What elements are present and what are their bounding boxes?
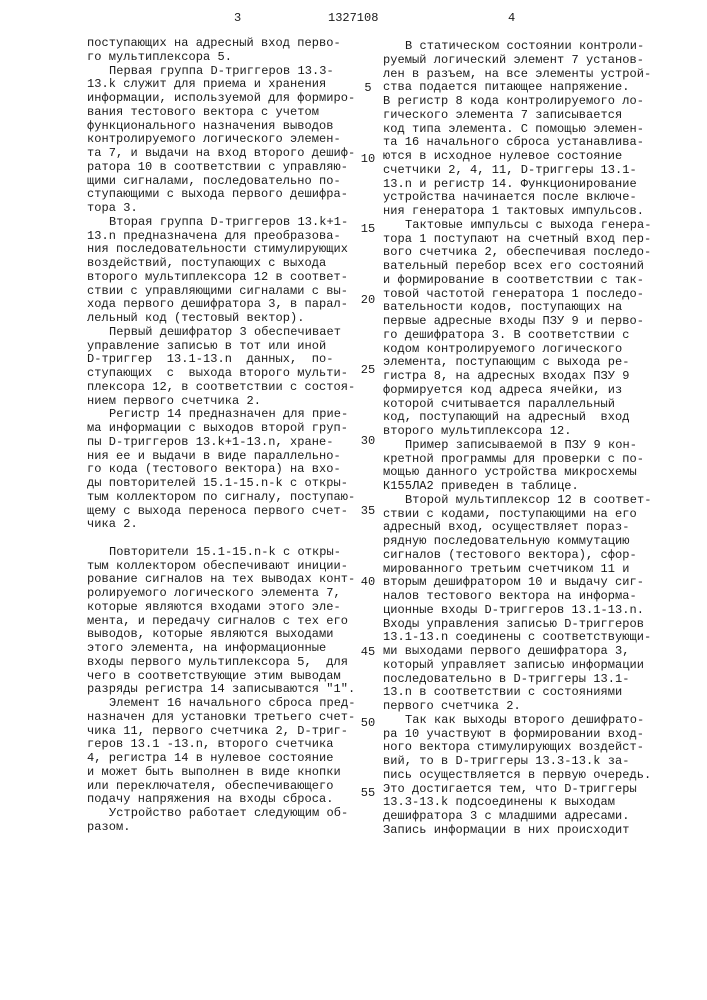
- text-line: ступающих с выхода второго мульти-: [87, 367, 362, 381]
- text-line: ступающими с выхода первого дешифра-: [87, 188, 362, 202]
- text-line: мощью данного устройства микросхемы: [383, 466, 658, 480]
- text-line: 13.n предназначена для преобразова-: [87, 230, 362, 244]
- left-text-column: [87, 37, 362, 835]
- text-line: К155ЛА2 приведен в таблице.: [383, 480, 658, 494]
- text-line: и может быть выполнен в виде кнопки: [87, 766, 362, 780]
- text-line: устройства начинается после включе-: [383, 191, 658, 205]
- text-line: мента, и передачу сигналов с тех его: [87, 615, 362, 629]
- text-line: Второй мультиплексор 12 в соответ-: [383, 494, 658, 508]
- text-line: гического элемента 7 записывается: [383, 109, 658, 123]
- text-line: ционные входы D-триггеров 13.1-13.n.: [383, 604, 658, 618]
- text-line: го дешифратора 3. В соответствии с: [383, 329, 658, 343]
- margin-line-number: 10: [356, 152, 380, 166]
- text-line: геров 13.1 -13.n, второго счетчика: [87, 738, 362, 752]
- text-line: тора 1 поступают на счетный вход пер-: [383, 233, 658, 247]
- text-line: кретной программы для проверки с по-: [383, 453, 658, 467]
- text-line: которые являются входами этого эле-: [87, 601, 362, 615]
- text-line: дешифратора 3 с младшими адресами.: [383, 810, 658, 824]
- text-line: хода первого дешифратора 3, в парал-: [87, 298, 362, 312]
- text-line: второго мультиплексора 12 в соответ-: [87, 271, 362, 285]
- margin-line-number: 50: [356, 716, 380, 730]
- margin-line-number: 5: [356, 81, 380, 95]
- text-line: Так как выходы второго дешифрато-: [383, 714, 658, 728]
- text-line: го кода (тестового вектора) на вхо-: [87, 463, 362, 477]
- paragraph: [383, 40, 658, 219]
- text-line: ния ее и выдачи в виде параллельно-: [87, 450, 362, 464]
- margin-line-number: 30: [356, 434, 380, 448]
- paragraph: [383, 714, 658, 838]
- margin-line-number: 55: [356, 786, 380, 800]
- text-line: та 16 начального сброса устанавлива-: [383, 136, 658, 150]
- text-line: Элемент 16 начального сброса пред-: [87, 697, 362, 711]
- text-line: второго мультиплексора 12.: [383, 425, 658, 439]
- text-line: первого счетчика 2.: [383, 700, 658, 714]
- margin-line-number: 40: [356, 575, 380, 589]
- text-line: выводов, которые являются выходами: [87, 628, 362, 642]
- text-line: пы D-триггеров 13.k+1-13.n, хране-: [87, 436, 362, 450]
- text-line: который управляет записью информации: [383, 659, 658, 673]
- paragraph: [383, 494, 658, 714]
- margin-line-number: 35: [356, 504, 380, 518]
- page-number-left: 3: [234, 11, 241, 25]
- text-line: воздействий, поступающих с выхода: [87, 257, 362, 271]
- text-line: Пример записываемой в ПЗУ 9 кон-: [383, 439, 658, 453]
- text-line: Повторители 15.1-15.n-k с откры-: [87, 546, 362, 560]
- page-number-right: 4: [508, 11, 515, 25]
- text-line: вания тестового вектора с учетом: [87, 106, 362, 120]
- text-line: разряды регистра 14 записываются "1".: [87, 683, 362, 697]
- text-line: адресный вход, осуществляет пораз-: [383, 521, 658, 535]
- text-line: лельный код (тестовый вектор).: [87, 312, 362, 326]
- text-line: 13.n в соответствии с состояниями: [383, 686, 658, 700]
- paragraph: [87, 216, 362, 326]
- text-line: функционального назначения выводов: [87, 120, 362, 134]
- text-line: вторым дешифратором 10 и выдачу сиг-: [383, 576, 658, 590]
- text-line: и формирование в соответствии с так-: [383, 274, 658, 288]
- text-line: 4, регистра 14 в нулевое состояние: [87, 752, 362, 766]
- text-line: ролируемого логического элемента 7,: [87, 587, 362, 601]
- paragraph: [87, 546, 362, 697]
- margin-line-number: 25: [356, 363, 380, 377]
- text-line: ра 10 участвуют в формировании вход-: [383, 728, 658, 742]
- text-line: этого элемента, на информационные: [87, 642, 362, 656]
- text-line: 13.n и регистр 14. Функционирование: [383, 178, 658, 192]
- text-line: Это достигается тем, что D-триггеры: [383, 783, 658, 797]
- text-line: входы первого мультиплексора 5, для: [87, 656, 362, 670]
- text-line: рядную последовательную коммутацию: [383, 535, 658, 549]
- paragraph: [383, 219, 658, 439]
- text-line: Запись информации в них происходит: [383, 824, 658, 838]
- text-line: В регистр 8 кода контролируемого ло-: [383, 95, 658, 109]
- margin-line-number: 15: [356, 222, 380, 236]
- paragraph: [87, 408, 362, 532]
- text-line: вательный перебор всех его состояний: [383, 260, 658, 274]
- text-line: лен в разъем, на все элементы устрой-: [383, 68, 658, 82]
- text-line: В статическом состоянии контроли-: [383, 40, 658, 54]
- text-line: счетчики 2, 4, 11, D-триггеры 13.1-: [383, 164, 658, 178]
- text-line: гистра 8, на адресных входах ПЗУ 9: [383, 370, 658, 384]
- text-line: или переключателя, обеспечивающего: [87, 780, 362, 794]
- text-line: код типа элемента. С помощью элемен-: [383, 123, 658, 137]
- paragraph: [87, 65, 362, 216]
- text-line: рование сигналов на тех выводах конт-: [87, 573, 362, 587]
- margin-line-number: 20: [356, 293, 380, 307]
- text-line: Регистр 14 предназначен для прие-: [87, 408, 362, 422]
- text-line: ются в исходное нулевое состояние: [383, 150, 658, 164]
- text-line: налов тестового вектора на информа-: [383, 590, 658, 604]
- text-line: Первая группа D-триггеров 13.3-: [87, 65, 362, 79]
- text-line: управление записью в тот или иной: [87, 340, 362, 354]
- text-line: ствии с кодами, поступающими на его: [383, 508, 658, 522]
- text-line: щими сигналами, последовательно по-: [87, 175, 362, 189]
- text-line: Тактовые импульсы с выхода генера-: [383, 219, 658, 233]
- text-line: вательности кодов, поступающих на: [383, 301, 658, 315]
- text-line: кодом контролируемого логического: [383, 343, 658, 357]
- text-line: информации, используемой для формиро-: [87, 92, 362, 106]
- text-line: подачу напряжения на входы сброса.: [87, 793, 362, 807]
- text-line: нием первого счетчика 2.: [87, 395, 362, 409]
- text-line: тора 3.: [87, 202, 362, 216]
- text-line: элемента, поступающим с выхода ре-: [383, 356, 658, 370]
- text-line: вий, то в D-триггеры 13.3-13.k за-: [383, 755, 658, 769]
- text-line: первые адресные входы ПЗУ 9 и перво-: [383, 315, 658, 329]
- text-line: пись осуществляется в первую очередь.: [383, 769, 658, 783]
- margin-line-number: 45: [356, 645, 380, 659]
- patent-number: 1327108: [328, 11, 378, 25]
- text-line: сигналов (тестового вектора), сфор-: [383, 549, 658, 563]
- text-line: ствии с управляющими сигналами с вы-: [87, 285, 362, 299]
- text-line: ми выходами первого дешифратора 3,: [383, 645, 658, 659]
- text-line: тым коллектором по сигналу, поступаю-: [87, 491, 362, 505]
- right-text-column: [383, 40, 658, 838]
- text-line: чика 2.: [87, 518, 362, 532]
- text-line: ды повторителей 15.1-15.n-k с откры-: [87, 477, 362, 491]
- text-line: Первый дешифратор 3 обеспечивает: [87, 326, 362, 340]
- text-line: Вторая группа D-триггеров 13.k+1-: [87, 216, 362, 230]
- text-line: чика 11, первого счетчика 2, D-триг-: [87, 725, 362, 739]
- paragraph: [87, 697, 362, 807]
- text-line: 13.k служит для приема и хранения: [87, 78, 362, 92]
- text-line: поступающих на адресный вход перво-: [87, 37, 362, 51]
- paragraph: [383, 439, 658, 494]
- text-line: плексора 12, в соответствии с состоя-: [87, 381, 362, 395]
- text-line: ства подается питающее напряжение.: [383, 81, 658, 95]
- text-line: мированного третьим счетчиком 11 и: [383, 563, 658, 577]
- text-line: Входы управления записью D-триггеров: [383, 618, 658, 632]
- text-line: го мультиплексора 5.: [87, 51, 362, 65]
- paragraph: [87, 37, 362, 65]
- text-line: ного вектора стимулирующих воздейст-: [383, 741, 658, 755]
- text-line: контролируемого логического элемен-: [87, 133, 362, 147]
- text-line: щему с выхода переноса первого счет-: [87, 505, 362, 519]
- text-line: которой считывается параллельный: [383, 398, 658, 412]
- paragraph: [87, 807, 362, 835]
- text-line: ния генератора 1 тактовых импульсов.: [383, 205, 658, 219]
- text-line: вого счетчика 2, обеспечивая последо-: [383, 246, 658, 260]
- text-line: код, поступающий на адресный вход: [383, 411, 658, 425]
- text-line: ратора 10 в соответствии с управляю-: [87, 161, 362, 175]
- text-line: назначен для установки третьего счет-: [87, 711, 362, 725]
- text-line: разом.: [87, 821, 362, 835]
- text-line: та 7, и выдачи на вход второго дешиф-: [87, 147, 362, 161]
- text-line: последовательно в D-триггеры 13.1-: [383, 673, 658, 687]
- text-line: руемый логический элемент 7 установ-: [383, 54, 658, 68]
- paragraph: [87, 326, 362, 409]
- text-line: ма информации с выходов второй груп-: [87, 422, 362, 436]
- text-line: товой частотой генератора 1 последо-: [383, 288, 658, 302]
- text-line: тым коллектором обеспечивают иниции-: [87, 560, 362, 574]
- text-line: чего в соответствующие этим выводам: [87, 670, 362, 684]
- text-line: 13.1-13.n соединены с соответствующи-: [383, 631, 658, 645]
- text-line: D-триггер 13.1-13.n данных, по-: [87, 353, 362, 367]
- text-line: формируется код адреса ячейки, из: [383, 384, 658, 398]
- text-line: ния последовательности стимулирующих: [87, 243, 362, 257]
- text-line: Устройство работает следующим об-: [87, 807, 362, 821]
- text-line: 13.3-13.k подсоединены к выходам: [383, 796, 658, 810]
